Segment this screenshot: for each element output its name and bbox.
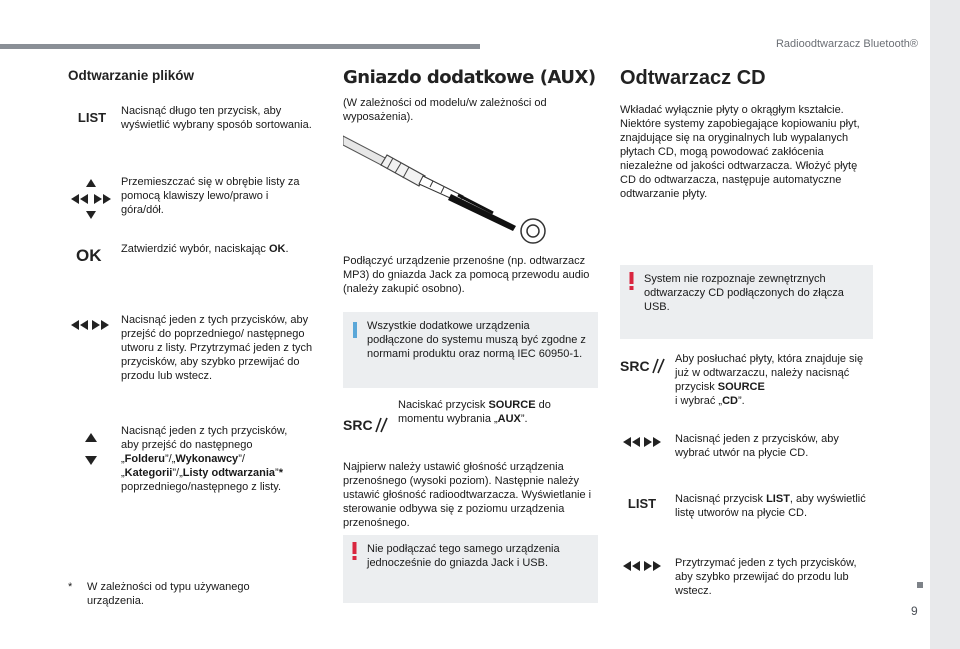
footnote-text: W zależności od typu używanego urządzenia.: [87, 581, 250, 607]
warning-icon: [351, 542, 358, 560]
list-key-desc: Nacisnąć długo ten przycisk, aby wyświetlić wybrany sposób sortowania.: [121, 105, 312, 131]
cd-list-desc: Nacisnąć przycisk LIST, aby wyświetlić listę utworów na płycie CD.: [675, 493, 866, 519]
section-heading-aux: Gniazdo dodatkowe (AUX): [343, 67, 596, 88]
cd-intro: Wkładać wyłącznie płyty o okrągłym kształcie. Niektóre systemy zapobiegające kopiowaniu płyt, znajdujące się na oryginalnych lub wypalanych płytach CD, mogą powodować zakłócenia niezależne od jakości odtwarzacza. Włożyć płytę CD do odtwarzacza, następuje automatyczne odtwarzanie płyty.: [620, 104, 860, 200]
src-key-icon: [343, 414, 391, 436]
src-key-label: SRC: [620, 358, 650, 374]
jack-plug-image: [343, 128, 553, 246]
page-number: 9: [911, 604, 918, 618]
ok-key-icon: OK: [76, 246, 102, 265]
aux-warning-note: Nie podłączać tego samego urządzenia jednocześnie do gniazda Jack i USB.: [343, 535, 598, 603]
aux-intro: (W zależności od modelu/w zależności od wyposażenia).: [343, 97, 547, 123]
ok-key-desc: Zatwierdzić wybór, naciskając OK.: [121, 243, 289, 255]
src-key-label: SRC: [343, 417, 373, 433]
aux-connect-text: Podłączyć urządzenie przenośne (np. odtwarzacz MP3) do gniazda Jack za pomocą przewodu audio (należy zakupić osobno).: [343, 255, 590, 295]
list-key-icon: LIST: [77, 110, 107, 125]
aux-volume-text: Najpierw należy ustawić głośność urządzenia przenośnego (wysoki poziom). Następnie należy ustawić głośność radioodtwarzacza. Wyświetlanie i sterowanie odbywa się z poziomu urządzenia przenośnego.: [343, 461, 592, 529]
cd-fast-desc: Przytrzymać jeden z tych przycisków, aby szybko przewijać do przodu lub wstecz.: [675, 557, 857, 597]
list-key-icon: LIST: [627, 496, 657, 511]
arrows-up-down-icon: [84, 432, 98, 466]
arrows-cross-desc: Przemieszczać się w obrębie listy za pomocą klawiszy lewo/prawo i góra/dół.: [121, 176, 300, 216]
header-rule: [0, 44, 480, 49]
arrows-left-right-icon: [70, 319, 110, 331]
info-icon: [353, 322, 357, 338]
arrows-left-right-icon: [622, 560, 662, 572]
aux-src-desc: Naciskać przycisk SOURCE do momentu wybrania „AUX”.: [398, 399, 551, 425]
footnote-star: *: [68, 581, 73, 593]
page-edge-strip: [930, 0, 960, 649]
cd-track-desc: Nacisnąć jeden z przycisków, aby wybrać utwór na płycie CD.: [675, 433, 839, 459]
arrows-up-down-desc: Nacisnąć jeden z tych przycisków, aby przejść do następnego „Folderu”/„Wykonawcy”/ „Kategorii”/„Listy odtwarzania”* poprzedniego/następnego z listy.: [121, 425, 288, 493]
arrows-cross-icon: [70, 178, 112, 220]
running-header: Radioodtwarzacz Bluetooth®: [775, 38, 918, 50]
warning-icon: [628, 272, 635, 290]
aux-info-note: Wszystkie dodatkowe urządzenia podłączone do systemu muszą być zgodne z normami produktu oraz normą IEC 60950-1.: [343, 312, 598, 388]
cd-src-desc: Aby posłuchać płyty, która znajduje się już w odtwarzaczu, należy nacisnąć przycisk SOURCE i wybrać „CD”.: [675, 353, 864, 407]
arrows-left-right-icon: [622, 436, 662, 448]
src-key-icon: [620, 355, 668, 377]
section-heading-cd: Odtwarzacz CD: [620, 67, 766, 89]
section-heading-files: Odtwarzanie plików: [68, 68, 195, 83]
cd-warning-note: System nie rozpoznaje zewnętrznych odtwarzaczy CD podłączonych do złącza USB.: [620, 265, 873, 339]
page-marker: [917, 582, 923, 588]
arrows-left-right-desc: Nacisnąć jeden z tych przycisków, aby przejść do poprzedniego/ następnego utworu z listy. Przytrzymać jeden z tych przycisków, aby szybko przewijać do przodu lub wstecz.: [121, 314, 313, 382]
